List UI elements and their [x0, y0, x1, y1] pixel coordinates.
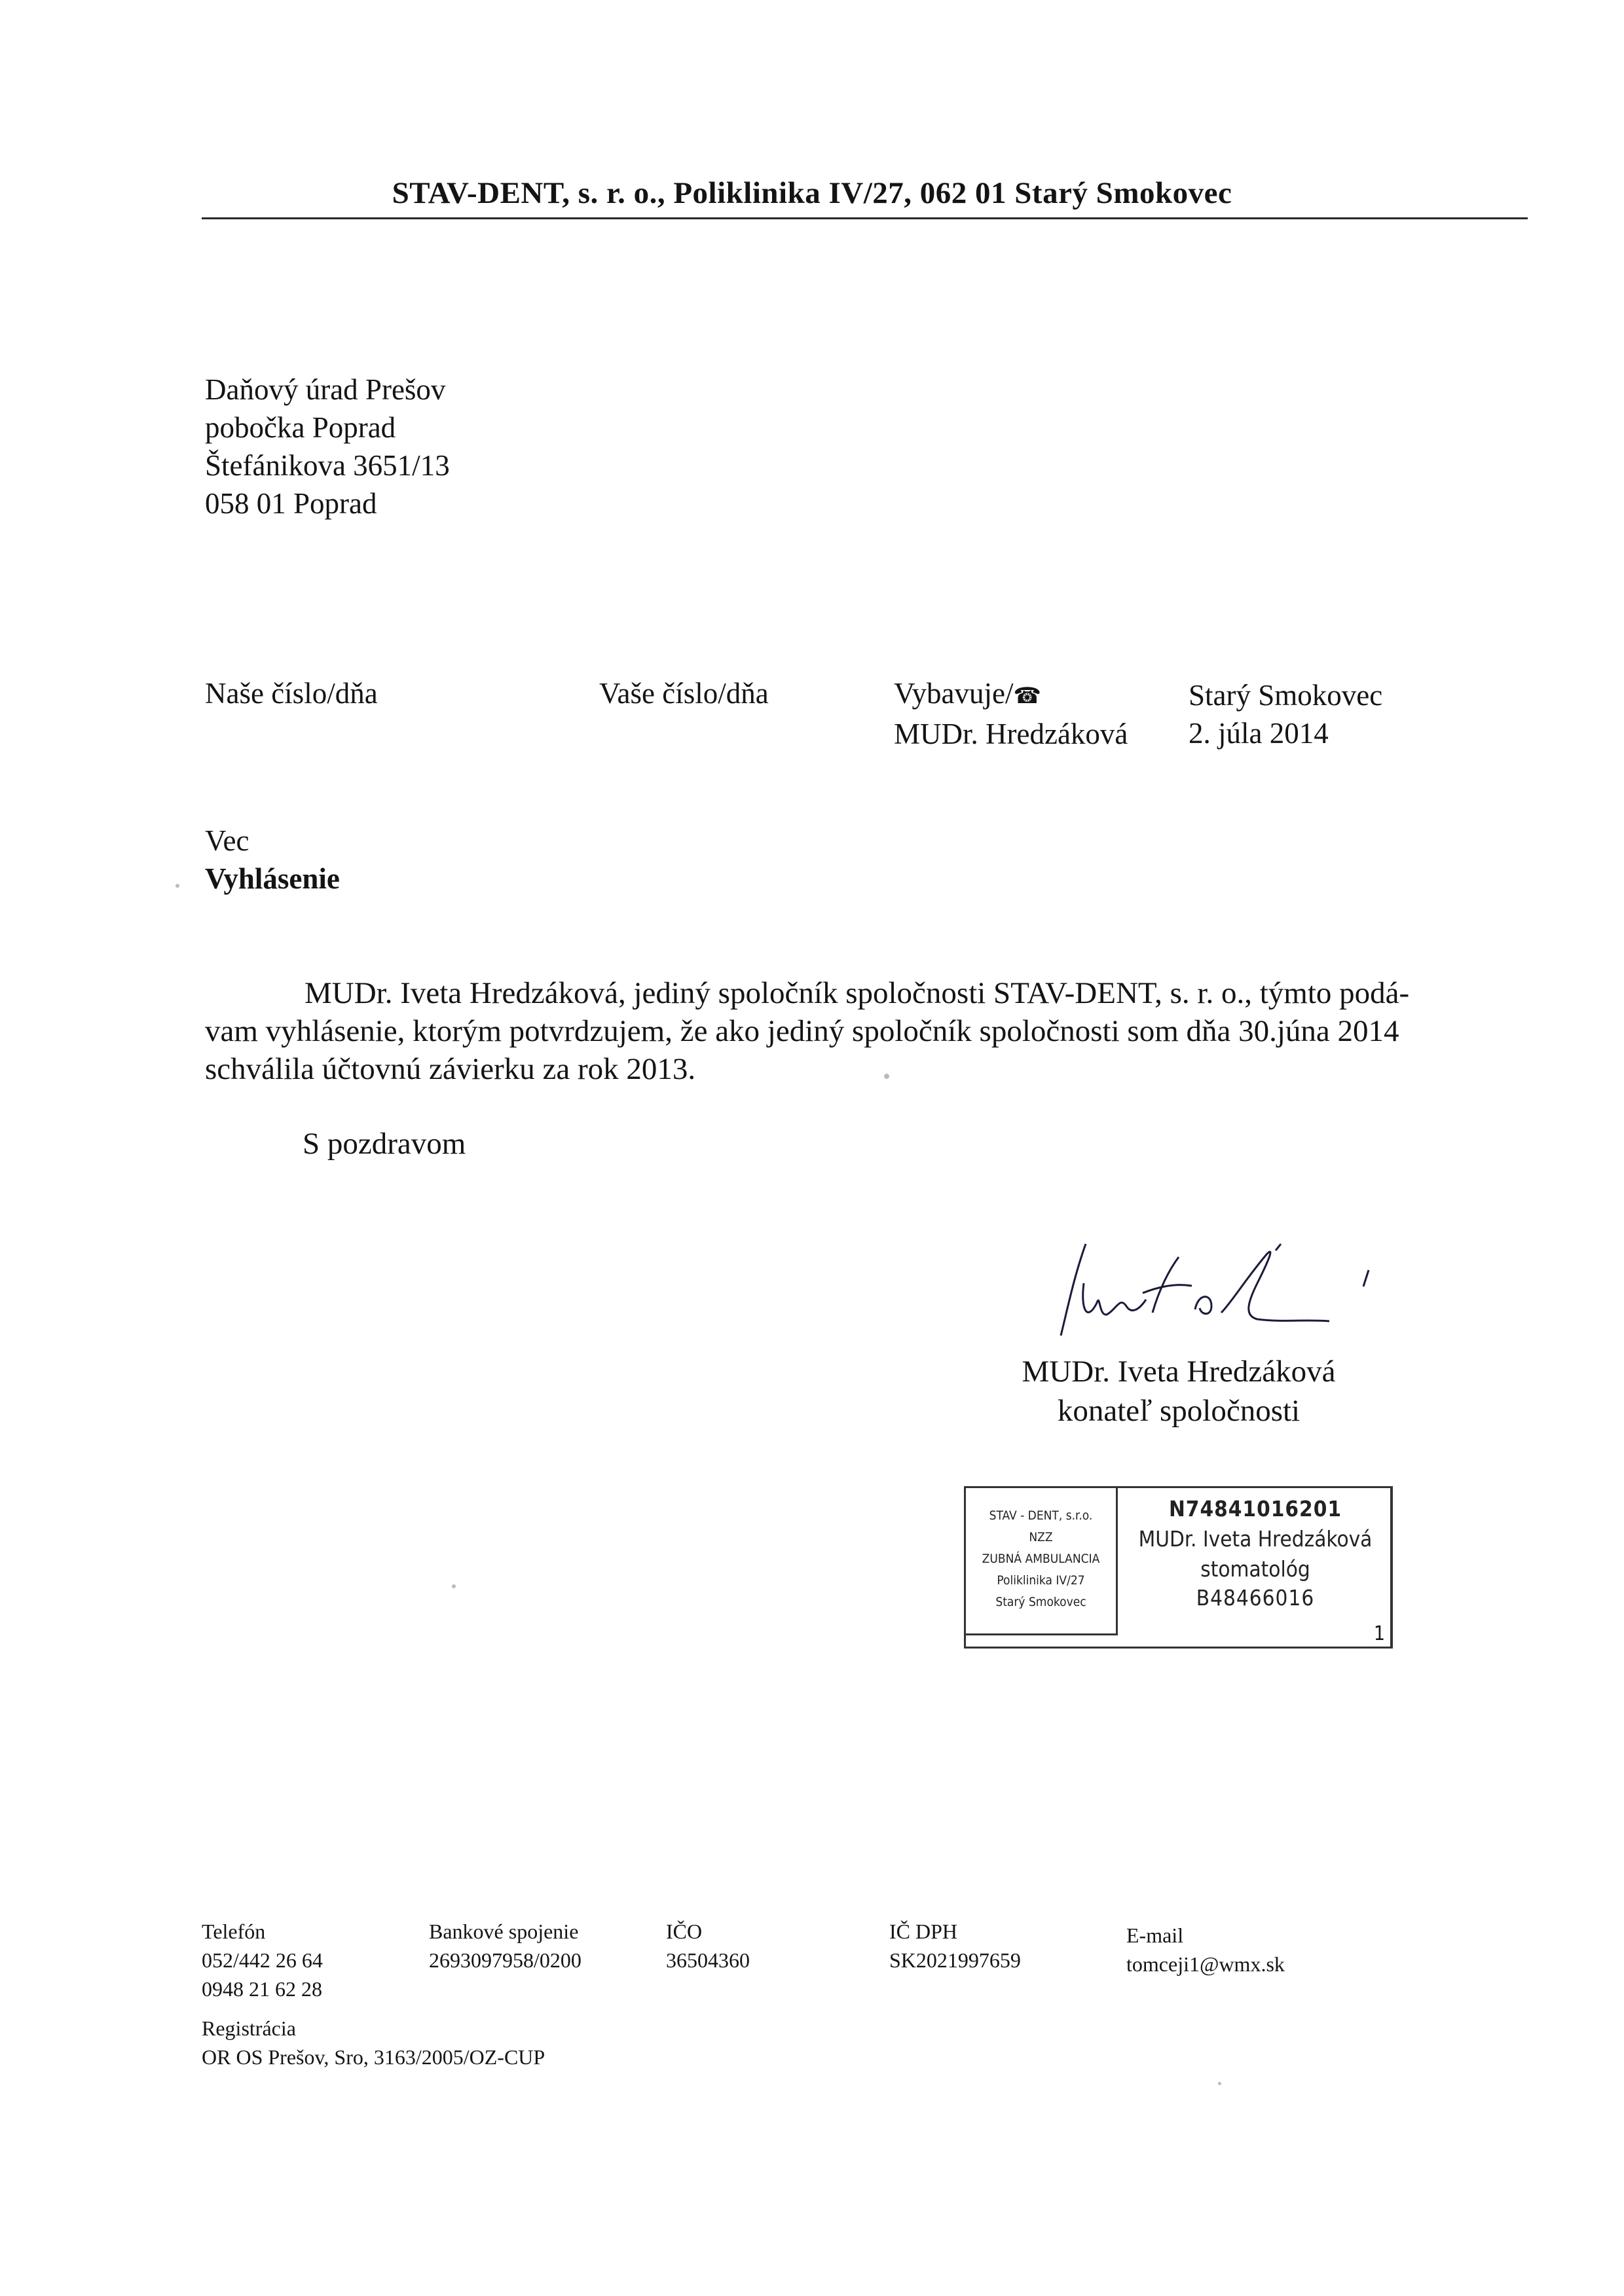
recipient-line: pobočka Poprad	[205, 411, 396, 444]
place-date-block	[1189, 676, 1382, 752]
footer-ico-label: IČO	[666, 1920, 703, 1943]
footer-reg-label: Registrácia	[202, 2016, 296, 2040]
recipient-line: Daňový úrad Prešov	[205, 373, 446, 406]
footer-dic-label: IČ DPH	[889, 1920, 958, 1943]
body-line: MUDr. Iveta Hredzáková, jediný spoločník spoločnosti STAV-DENT, s. r. o., týmto podá-	[304, 976, 1410, 1010]
stamp-specialty: stomatológ	[1200, 1556, 1310, 1582]
footer-phone-1: 052/442 26 64	[202, 1948, 323, 1972]
stamp-doctor: MUDr. Iveta Hredzáková	[1138, 1526, 1373, 1552]
stamp-line: Starý Smokovec	[995, 1595, 1086, 1609]
stamp-line: NZZ	[1029, 1530, 1053, 1544]
body-line: schválila účtovnú závierku za rok 2013.	[205, 1052, 696, 1086]
signer-role: konateľ spoločnosti	[1057, 1394, 1301, 1428]
footer-registration	[202, 2014, 545, 2071]
footer-ico	[666, 1917, 750, 1975]
scan-speck	[1218, 2082, 1221, 2085]
place: Starý Smokovec	[1189, 679, 1383, 712]
stamp-doctor-box	[1118, 1488, 1393, 1635]
handler-name: MUDr. Hredzáková	[894, 718, 1128, 750]
footer-dic	[889, 1917, 1021, 1975]
letterhead-divider	[202, 217, 1528, 219]
stamp-code: N74841016201	[1168, 1496, 1342, 1522]
stamp-number: 1	[1373, 1622, 1385, 1645]
subject-label: Vec	[205, 824, 249, 857]
footer-phone	[202, 1917, 323, 2003]
subject-title: Vyhlásenie	[205, 862, 340, 895]
greeting: S pozdravom	[303, 1127, 466, 1161]
handwritten-signature	[1022, 1231, 1388, 1349]
recipient-line: Štefánikova 3651/13	[205, 449, 450, 482]
recipient-address	[205, 371, 450, 522]
footer-email-label: E-mail	[1126, 1923, 1184, 1947]
body-line: vam vyhlásenie, ktorým potvrdzujem, že ako jediný spoločník spoločnosti som dňa 30.júna 2014	[205, 1014, 1399, 1048]
stamp-line: ZUBNÁ AMBULANCIA	[982, 1552, 1100, 1566]
our-reference-label: Naše číslo/dňa	[205, 677, 378, 710]
signer-name: MUDr. Iveta Hredzáková	[1022, 1355, 1336, 1389]
footer-bank-label: Bankové spojenie	[429, 1920, 579, 1943]
footer-phone-2: 0948 21 62 28	[202, 1977, 322, 2001]
letterhead: STAV-DENT, s. r. o., Poliklinika IV/27, 062 01 Starý Smokovec	[392, 176, 1232, 210]
footer-ico-value: 36504360	[666, 1948, 750, 1972]
letter-body	[205, 974, 1502, 1088]
signer-block	[989, 1352, 1369, 1430]
subject-block	[205, 822, 340, 898]
handler-label: Vybavuje/	[894, 677, 1014, 710]
date: 2. júla 2014	[1189, 717, 1329, 750]
footer-reg-value: OR OS Prešov, Sro, 3163/2005/OZ-CUP	[202, 2045, 545, 2069]
handler-block	[894, 674, 1128, 753]
footer-bank-value: 2693097958/0200	[429, 1948, 581, 1972]
footer-bank	[429, 1917, 581, 1975]
footer-phone-label: Telefón	[202, 1920, 266, 1943]
stamp-line: Poliklinika IV/27	[997, 1573, 1085, 1588]
your-reference-label: Vaše číslo/dňa	[599, 677, 769, 710]
phone-icon: ☎	[1013, 683, 1041, 709]
scan-speck	[884, 1074, 889, 1079]
scan-speck	[175, 884, 179, 888]
stamp-id: B48466016	[1196, 1585, 1315, 1611]
footer-email-value: tomceji1@wmx.sk	[1126, 1952, 1285, 1976]
footer-email	[1126, 1921, 1285, 1978]
stamp-company-box	[966, 1488, 1118, 1635]
stamp-line: STAV - DENT, s.r.o.	[989, 1508, 1093, 1523]
footer-dic-value: SK2021997659	[889, 1948, 1021, 1972]
scan-speck	[452, 1584, 456, 1588]
recipient-line: 058 01 Poprad	[205, 487, 377, 520]
company-stamp	[964, 1486, 1393, 1649]
